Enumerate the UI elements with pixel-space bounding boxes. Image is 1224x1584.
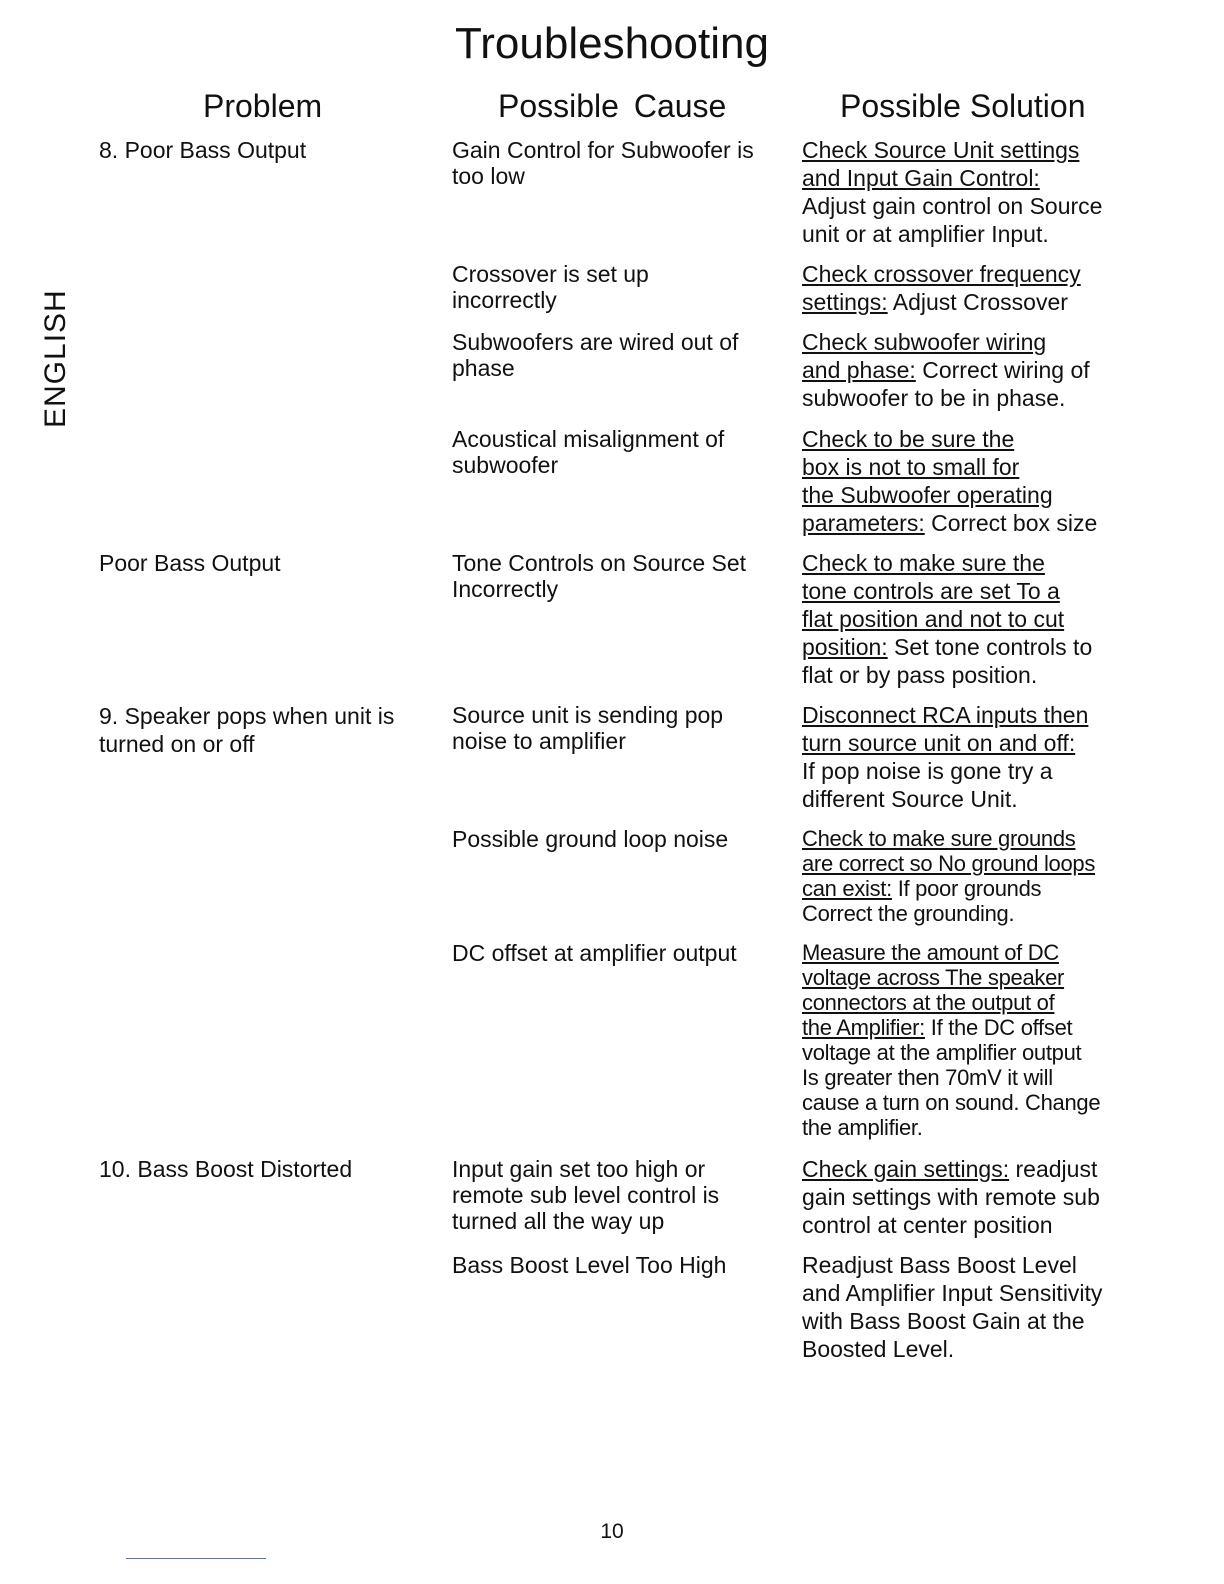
footer-rule [126,1558,266,1559]
solution-cell [802,1251,1142,1363]
solution-heading: Check Source Unit settings and Input Gain Control: [802,137,1080,191]
solution-heading: Check subwoofer wiring and phase: [802,329,1047,383]
solution-text: Adjust Crossover [887,289,1068,315]
solution-text: readjust gain settings with remote sub control at center position [802,1156,1100,1238]
cause-cell: DC offset at amplifier output [452,940,737,966]
column-header-possible-solution: Possible Solution [840,88,1086,124]
solution-text: Readjust Bass Boost Level and Amplifier Input Sensitivity with Bass Boost Gain at the Boosted Level. [802,1252,1103,1362]
cause-cell: Tone Controls on Source Set Incorrectly [452,550,747,602]
cause-cell: Acoustical misalignment of subwoofer [452,426,725,478]
solution-cell [802,260,1142,316]
solution-heading: Disconnect RCA inputs then turn source unit on and off: [802,702,1089,756]
cause-cell: Possible ground loop noise [452,826,729,852]
solution-text: Adjust gain control on Source unit or at amplifier Input. [802,193,1103,247]
solution-heading: Measure the amount of DC voltage across The speaker connectors at the output of the Amplifier: [802,940,1065,1040]
problem-cell: Poor Bass Output [99,550,281,576]
column-header-problem: Problem [203,88,323,124]
solution-cell [802,826,1142,926]
problem-cell: 9. Speaker pops when unit is turned on or off [99,703,395,757]
solution-cell [802,940,1142,1140]
cause-cell: Bass Boost Level Too High [452,1252,727,1278]
solution-cell [802,328,1142,412]
solution-cell [802,425,1142,537]
solution-text: If the DC offset voltage at the amplifier output Is greater then 70mV it will cause a turn on sound. Change the amplifier. [802,1015,1101,1140]
solution-cell [802,701,1142,813]
solution-cell [802,1155,1142,1239]
cause-cell: Crossover is set up incorrectly [452,261,649,313]
solution-text: If pop noise is gone try a different Source Unit. [802,758,1053,812]
solution-heading: Check gain settings: [802,1156,1010,1182]
solution-text: Set tone controls to flat or by pass position. [802,634,1093,688]
solution-cell [802,549,1142,689]
cause-cell: Source unit is sending pop noise to amplifier [452,702,724,754]
page-number: 10 [600,1520,624,1543]
solution-text: If poor grounds Correct the grounding. [802,876,1042,926]
cause-cell: Input gain set too high or remote sub level control is turned all the way up [452,1156,720,1234]
solution-heading: Check to make sure grounds are correct so No ground loops can exist: [802,826,1096,901]
language-side-label: ENGLISH [39,289,72,428]
page-title: Troubleshooting [455,19,769,68]
solution-heading: Check crossover frequency settings: [802,261,1081,315]
cause-cell: Gain Control for Subwoofer is too low [452,137,754,189]
column-header-possible-cause: Possible Cause [498,88,727,124]
solution-text: Correct box size [924,510,1098,536]
solution-text: Correct wiring of subwoofer to be in phase. [802,357,1090,411]
solution-heading: Check to make sure the tone controls are set To a flat position and not to cut position: [802,550,1065,660]
problem-cell: 8. Poor Bass Output [99,137,307,163]
problem-cell: 10. Bass Boost Distorted [99,1156,353,1182]
cause-cell: Subwoofers are wired out of phase [452,329,739,381]
solution-heading: Check to be sure the box is not to small for the Subwoofer operating parameters: [802,426,1053,536]
solution-cell [802,136,1142,248]
